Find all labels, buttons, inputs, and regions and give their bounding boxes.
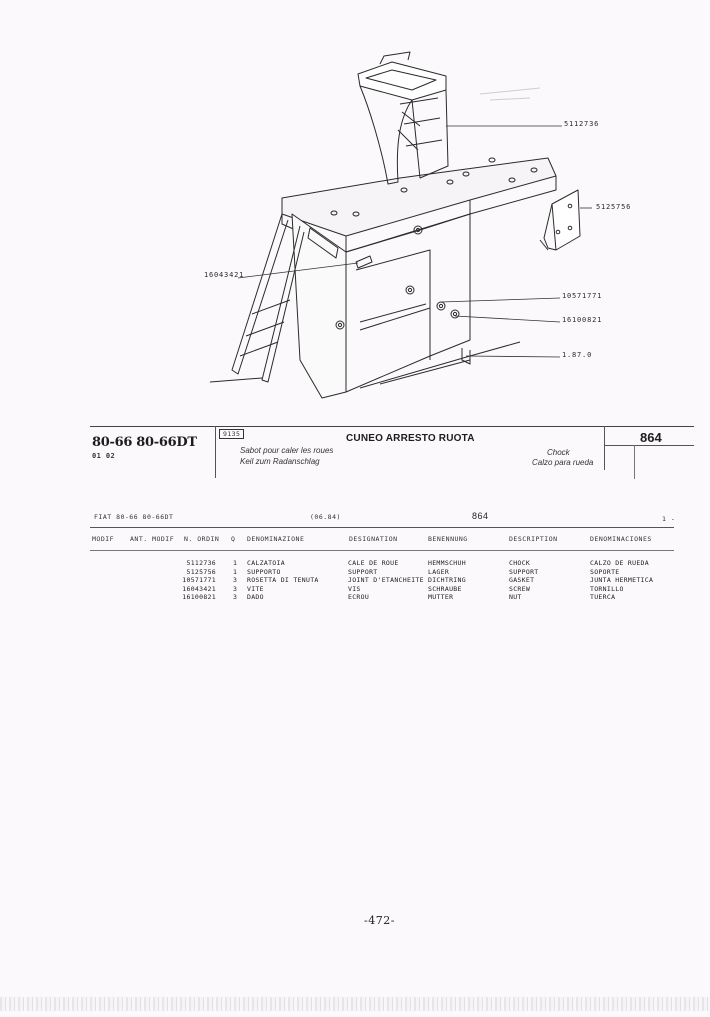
col-italian — [247, 559, 319, 602]
col-header-denominaciones: DENOMINACIONES — [590, 535, 652, 543]
sheet-number: 1 - — [662, 515, 676, 523]
name-german: SCHRAUBE — [428, 584, 462, 593]
callout-16100821: 16100821 — [562, 316, 603, 324]
name-french: ECROU — [348, 593, 370, 602]
name-english: CHOCK — [509, 559, 531, 567]
col-part-numbers — [160, 559, 216, 602]
part-number: 10571771 — [182, 576, 216, 585]
callout-5112736: 5112736 — [564, 120, 600, 128]
scan-edge — [0, 997, 710, 1011]
model-title: 80-66 80-66DT — [92, 435, 197, 450]
name-spanish: JUNTA HERMETICA — [590, 576, 654, 585]
col-header-benennung: BENENNUNG — [428, 535, 468, 543]
quantity: 1 — [233, 567, 238, 576]
col-german — [428, 559, 466, 602]
part-number: 5112736 — [186, 559, 216, 567]
col-header-modif: MODIF — [92, 535, 115, 543]
name-italian: ROSETTA DI TENUTA — [247, 576, 319, 585]
col-english — [509, 559, 539, 602]
col-header-q: Q — [231, 535, 236, 543]
title-en: Chock — [547, 448, 570, 457]
table-date: (06.84) — [310, 513, 341, 521]
table-rule-top — [90, 527, 674, 528]
col-header-designation: DESIGNATION — [349, 535, 398, 543]
quantity: 3 — [233, 584, 238, 593]
page-code: 864 — [640, 430, 662, 445]
quantity: 3 — [233, 576, 238, 585]
name-german: DICHTRING — [428, 576, 466, 585]
col-spanish — [590, 559, 653, 602]
name-spanish: SOPORTE — [590, 567, 620, 576]
callout-1-87-0: 1.87.0 — [562, 351, 593, 359]
housing-front — [292, 214, 346, 398]
name-spanish: CALZO DE RUEDA — [590, 559, 649, 567]
title-block — [92, 425, 694, 481]
part-number: 16100821 — [182, 593, 216, 602]
part-number: 16043421 — [182, 584, 216, 593]
page-number: -472- — [364, 914, 395, 927]
part-title: CUNEO ARRESTO RUOTA — [346, 433, 475, 444]
name-french: VIS — [348, 584, 361, 593]
name-italian: SUPPORTO — [247, 567, 281, 576]
name-spanish: TUERCA — [590, 593, 616, 602]
name-german: MUTTER — [428, 593, 454, 602]
name-french: CALE DE ROUE — [348, 559, 399, 567]
name-italian: DADO — [247, 593, 264, 602]
table-code: 864 — [472, 511, 489, 521]
name-french: JOINT D'ETANCHEITE — [348, 576, 424, 585]
title-divider-right — [604, 426, 605, 470]
title-fr: Sabot pour caler les roues — [240, 446, 334, 455]
name-spanish: TORNILLO — [590, 584, 624, 593]
name-english: GASKET — [509, 576, 535, 585]
name-italian: CALZATOIA — [247, 559, 285, 567]
col-header-ant-modif: ANT. MODIF — [130, 535, 175, 543]
ref-box: 9135 — [219, 429, 244, 439]
callout-16043421: 16043421 — [204, 271, 245, 279]
title-code-tick — [634, 445, 635, 479]
name-german: LAGER — [428, 567, 450, 576]
col-header-description: DESCRIPTION — [509, 535, 558, 543]
name-english: SUPPORT — [509, 567, 539, 576]
name-english: NUT — [509, 593, 522, 602]
name-italian: VITE — [247, 584, 264, 593]
col-header-denominazione: DENOMINAZIONE — [247, 535, 305, 543]
callout-5125756: 5125756 — [596, 203, 632, 211]
title-de: Keil zum Radanschlag — [240, 457, 320, 466]
callout-10571771: 10571771 — [562, 292, 603, 300]
quantity: 1 — [233, 559, 238, 567]
name-german: HEMMSCHUH — [428, 559, 466, 567]
model-version: 01 02 — [92, 452, 116, 460]
model-line: FIAT 80-66 80-66DT — [94, 513, 174, 521]
part-number: 5125756 — [186, 567, 216, 576]
title-es: Calzo para rueda — [532, 458, 594, 467]
name-english: SCREW — [509, 584, 531, 593]
col-qty — [233, 559, 237, 602]
table-rule-header — [90, 550, 674, 551]
title-code-rule — [604, 445, 694, 446]
chock-support — [552, 190, 580, 250]
col-header-n-ordin: N. ORDIN — [184, 535, 220, 543]
name-french: SUPPORT — [348, 567, 378, 576]
quantity: 3 — [233, 593, 238, 602]
title-divider-left — [215, 426, 216, 478]
col-french — [348, 559, 424, 602]
